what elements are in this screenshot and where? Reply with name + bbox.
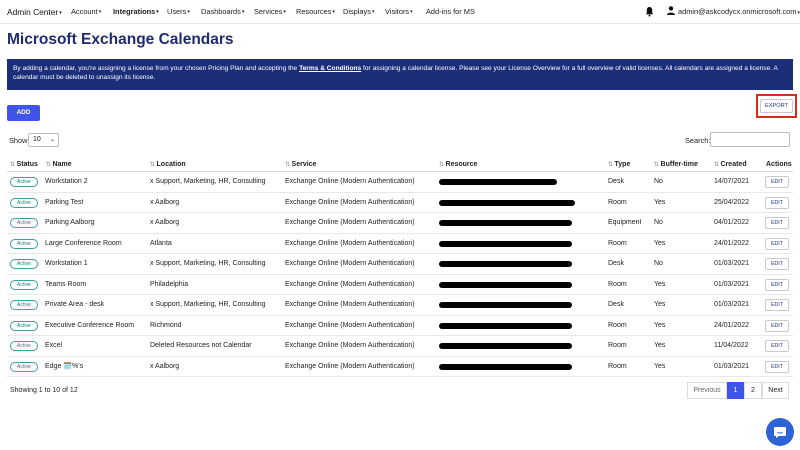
redacted-resource — [439, 220, 572, 226]
cell-type: Room — [608, 280, 627, 288]
cell-buffer: Yes — [654, 198, 666, 206]
cell-created: 04/01/2022 — [714, 219, 750, 226]
cell-service: Exchange Online (Modern Authentication) — [285, 362, 415, 370]
cell-type: Desk — [608, 260, 624, 267]
redacted-resource — [439, 261, 572, 267]
cell-name: Parking Aalborg — [45, 219, 95, 226]
edit-button[interactable]: EDIT — [765, 320, 789, 332]
page-title: Microsoft Exchange Calendars — [7, 31, 234, 48]
status-badge: Active — [10, 218, 38, 228]
status-badge: Active — [10, 300, 38, 310]
table-row — [7, 295, 793, 316]
nav-dashboards[interactable]: Dashboards▾ — [201, 7, 245, 16]
sort-icon: ⇅ — [439, 162, 444, 168]
cell-service: Exchange Online (Modern Authentication) — [285, 178, 415, 185]
status-badge: Active — [10, 177, 38, 187]
edit-button[interactable]: EDIT — [765, 258, 789, 270]
cell-name: Workstation 2 — [45, 178, 88, 185]
cell-buffer: Yes — [654, 239, 666, 247]
pagination-previous[interactable]: Previous — [687, 382, 727, 399]
nav-users[interactable]: Users▾ — [167, 7, 190, 16]
search-label: Search: — [685, 136, 711, 145]
show-entries-value: 10 — [33, 136, 41, 143]
cell-buffer: Yes — [654, 321, 666, 329]
cell-type: Desk — [608, 178, 624, 185]
cell-type: Desk — [608, 301, 624, 308]
nav-integrations[interactable]: Integrations▾ — [113, 7, 159, 16]
cell-name: Private Area - desk — [45, 301, 105, 308]
table-row — [7, 254, 793, 275]
table-header — [7, 158, 793, 172]
redacted-resource — [439, 323, 572, 329]
sort-icon: ⇅ — [714, 162, 719, 168]
edit-button[interactable]: EDIT — [765, 299, 789, 311]
header-status[interactable]: ⇅ Status — [10, 161, 38, 168]
cell-location: Atlanta — [150, 239, 172, 247]
nav-displays[interactable]: Displays▾ — [343, 7, 375, 16]
user-menu[interactable]: admin@askcodycx.onmicrosoft.com▾ — [667, 0, 800, 24]
sort-icon: ⇅ — [46, 162, 51, 168]
cell-service: Exchange Online (Modern Authentication) — [285, 280, 415, 288]
nav-admin-center[interactable]: Admin Center▾ — [7, 7, 62, 17]
cell-service: Exchange Online (Modern Authentication) — [285, 239, 415, 247]
edit-button[interactable]: EDIT — [765, 238, 789, 250]
table-row — [7, 193, 793, 214]
header-type[interactable]: ⇅ Type — [608, 161, 631, 168]
redacted-resource — [439, 200, 575, 206]
cell-location: x Aalborg — [150, 219, 180, 226]
cell-location: x Aalborg — [150, 198, 180, 206]
header-created[interactable]: ⇅ Created — [714, 161, 747, 168]
cell-buffer: No — [654, 219, 663, 226]
sort-icon: ⇅ — [608, 162, 613, 168]
cell-name: Executive Conference Room — [45, 321, 135, 329]
export-button[interactable]: EXPORT — [760, 99, 793, 113]
cell-created: 25/04/2022 — [714, 198, 750, 206]
cell-created: 01/03/2021 — [714, 280, 750, 288]
header-location[interactable]: ⇅ Location — [150, 161, 186, 168]
pagination-next[interactable]: Next — [762, 382, 789, 399]
chat-icon — [773, 425, 787, 439]
cell-name: Large Conference Room — [45, 239, 122, 247]
redacted-resource — [439, 364, 572, 370]
cell-name: Parking Test — [45, 198, 84, 206]
nav-services[interactable]: Services▾ — [254, 7, 286, 16]
header-name[interactable]: ⇅ Name — [46, 161, 72, 168]
cell-location: Deleted Resources not Calendar — [150, 342, 252, 349]
cell-service: Exchange Online (Modern Authentication) — [285, 219, 415, 226]
cell-buffer: No — [654, 260, 663, 267]
cell-service: Exchange Online (Modern Authentication) — [285, 321, 415, 329]
cell-type: Room — [608, 362, 627, 370]
cell-location: Philadelphia — [150, 280, 189, 288]
cell-buffer: Yes — [654, 342, 666, 349]
header-buffer-time[interactable]: ⇅ Buffer-time — [654, 161, 698, 168]
cell-type: Equipment — [608, 219, 642, 226]
chat-widget-button[interactable] — [766, 418, 794, 446]
chevron-down-icon: ⌄ — [49, 137, 55, 143]
cell-created: 14/07/2021 — [714, 178, 750, 185]
header-resource[interactable]: ⇅ Resource — [439, 161, 478, 168]
cell-service: Exchange Online (Modern Authentication) — [285, 198, 415, 206]
cell-type: Room — [608, 342, 627, 349]
sort-icon: ⇅ — [150, 162, 155, 168]
show-label: Show — [9, 136, 28, 145]
license-notice-banner — [7, 59, 793, 90]
edit-button[interactable]: EDIT — [765, 279, 789, 291]
cell-service: Exchange Online (Modern Authentication) — [285, 342, 415, 349]
redacted-resource — [439, 282, 572, 288]
nav-account[interactable]: Account▾ — [71, 7, 102, 16]
cell-type: Room — [608, 239, 627, 247]
show-entries-select[interactable] — [28, 133, 59, 147]
cell-location: x Aalborg — [150, 362, 180, 370]
sort-icon: ⇅ — [10, 162, 15, 168]
cell-created: 24/01/2022 — [714, 321, 750, 329]
table-row — [7, 336, 793, 357]
edit-button[interactable]: EDIT — [765, 340, 789, 352]
cell-location: x Support, Marketing, HR, Consulting — [150, 301, 266, 308]
header-actions: Actions — [766, 161, 792, 168]
cell-buffer: No — [654, 178, 663, 185]
status-badge: Active — [10, 239, 38, 249]
cell-type: Room — [608, 198, 627, 206]
sort-icon: ⇅ — [654, 162, 659, 168]
table-row — [7, 172, 793, 193]
nav-visitors[interactable]: Visitors▾ — [385, 7, 413, 16]
table-row — [7, 275, 793, 296]
pagination-page-2[interactable]: 2 — [744, 382, 762, 399]
cell-buffer: Yes — [654, 362, 666, 370]
cell-location: Richmond — [150, 321, 182, 329]
cell-service: Exchange Online (Modern Authentication) — [285, 301, 415, 308]
pagination-page-1[interactable]: 1 — [727, 382, 744, 399]
nav-resources[interactable]: Resources▾ — [296, 7, 335, 16]
edit-button[interactable]: EDIT — [765, 361, 789, 373]
cell-name: Edge 🗓️%'s — [45, 362, 84, 370]
cell-created: 11/04/2022 — [714, 342, 749, 349]
status-badge: Active — [10, 362, 38, 372]
cell-created: 01/03/2021 — [714, 362, 750, 370]
edit-button[interactable]: EDIT — [765, 176, 789, 188]
cell-location: x Support, Marketing, HR, Consulting — [150, 178, 266, 185]
table-row — [7, 316, 793, 337]
cell-name: Workstation 1 — [45, 260, 88, 267]
edit-button[interactable]: EDIT — [765, 197, 789, 209]
status-badge: Active — [10, 198, 38, 208]
table-row — [7, 213, 793, 234]
header-service[interactable]: ⇅ Service — [285, 161, 317, 168]
status-badge: Active — [10, 280, 38, 290]
banner-text-after: for assigning a calendar license. Please see your License Overview for a full overview of valid licenses. All calendars are assigned a license. A calendar must be deleted to unassign its license. — [13, 65, 778, 82]
cell-created: 01/03/2021 — [714, 260, 750, 267]
add-button[interactable]: ADD — [7, 105, 40, 121]
table-row — [7, 357, 793, 378]
redacted-resource — [439, 241, 572, 247]
cell-buffer: Yes — [654, 280, 666, 288]
status-badge: Active — [10, 259, 38, 269]
edit-button[interactable]: EDIT — [765, 217, 789, 229]
bell-icon[interactable] — [645, 6, 654, 17]
status-badge: Active — [10, 341, 38, 351]
cell-buffer: Yes — [654, 301, 666, 308]
redacted-resource — [439, 302, 572, 308]
table-row — [7, 234, 793, 255]
redacted-resource — [439, 179, 557, 185]
status-badge: Active — [10, 321, 38, 331]
sort-icon: ⇅ — [285, 162, 290, 168]
cell-name: Teams Room — [45, 280, 87, 288]
nav-addins[interactable]: Add-ins for MS — [426, 7, 475, 16]
banner-text-before: By adding a calendar, you're assigning a license from your chosen Pricing Plan and accepting the — [13, 65, 300, 72]
cell-created: 01/03/2021 — [714, 301, 750, 308]
top-nav — [0, 0, 800, 24]
cell-service: Exchange Online (Modern Authentication) — [285, 260, 415, 267]
search-input[interactable] — [710, 132, 790, 147]
cell-location: x Support, Marketing, HR, Consulting — [150, 260, 266, 267]
terms-link[interactable]: Terms & Conditions — [299, 65, 362, 72]
cell-name: Excel — [45, 342, 63, 349]
showing-entries-info: Showing 1 to 10 of 12 — [10, 387, 78, 394]
user-icon — [667, 6, 675, 15]
cell-created: 24/01/2022 — [714, 239, 750, 247]
cell-type: Room — [608, 321, 627, 329]
redacted-resource — [439, 343, 572, 349]
